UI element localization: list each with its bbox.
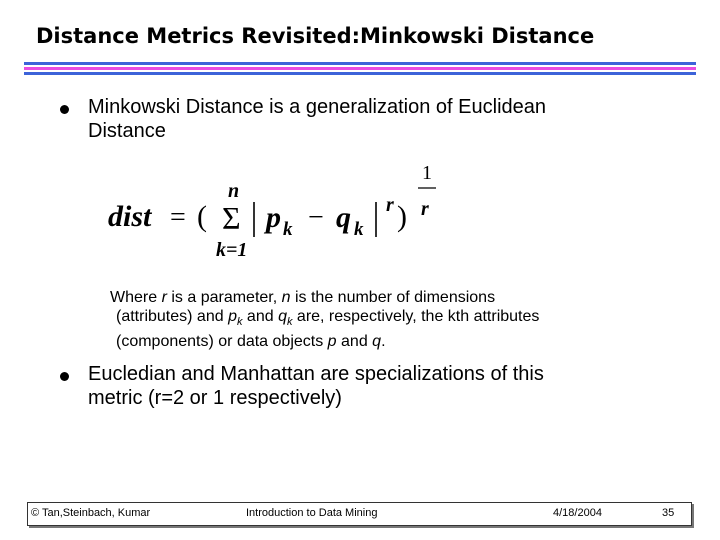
slide-title: Distance Metrics Revisited:Minkowski Distance	[36, 24, 595, 48]
where-line-2	[110, 307, 539, 332]
formula-p-sub: k	[283, 219, 293, 240]
where-var-n: n	[281, 289, 291, 306]
formula-p: p	[266, 201, 281, 234]
formula-sum-top: n	[228, 180, 240, 202]
where-text: and	[336, 333, 373, 351]
formula-q: q	[336, 201, 351, 234]
formula-exp-den: r	[421, 198, 429, 220]
bullet-2-line2: metric (r=2 or 1 respectively)	[88, 387, 342, 409]
where-line-1	[110, 288, 539, 307]
where-text: Where	[110, 289, 162, 306]
formula-dist: dist	[108, 200, 152, 233]
minkowski-formula	[100, 155, 450, 270]
where-text: and	[242, 308, 279, 325]
title-rule-blue-2	[24, 72, 696, 75]
where-var-r: r	[161, 289, 167, 306]
where-var-p: p	[327, 333, 337, 351]
bullet-dot-1	[60, 105, 69, 114]
bullet-1-line1: Minkowski Distance is a generalization of Euclidean	[88, 96, 547, 118]
where-var-q: q	[278, 308, 287, 325]
where-paragraph	[110, 288, 539, 351]
formula-sum-sign: Σ	[222, 200, 241, 236]
formula-equals: =	[170, 202, 186, 233]
bullet-1	[88, 95, 546, 143]
where-text: are, respectively, the kth attributes	[292, 308, 540, 325]
where-sub-k: k	[236, 316, 243, 329]
footer-course: Introduction to Data Mining	[246, 507, 378, 519]
formula-minus: −	[308, 202, 324, 233]
bullet-1-line2: Distance	[88, 120, 166, 142]
bullet-2	[88, 362, 544, 410]
formula-q-sub: k	[354, 219, 364, 240]
where-text: (components) or data objects	[116, 333, 328, 351]
where-var-p: p	[228, 308, 237, 325]
footer-date: 4/18/2004	[553, 507, 602, 519]
where-var-q: q	[372, 333, 382, 351]
where-line-3	[110, 332, 539, 351]
where-sub-k: k	[286, 316, 293, 329]
formula-exp-r: r	[386, 194, 394, 216]
formula-sum-bottom: k=1	[216, 239, 248, 261]
where-text: is a parameter,	[166, 289, 282, 306]
bullet-2-line1: Eucledian and Manhattan are specializations of this	[88, 363, 544, 385]
title-rule-pink	[24, 67, 696, 70]
formula-exp-num: 1	[422, 162, 432, 184]
where-text: is the number of dimensions	[290, 289, 496, 306]
footer-copyright: © Tan,Steinbach, Kumar	[31, 507, 151, 519]
bullet-dot-2	[60, 372, 69, 381]
title-rule-blue	[24, 62, 696, 65]
footer-page-number: 35	[662, 507, 675, 519]
where-text: (attributes) and	[116, 308, 229, 325]
where-text: .	[381, 333, 386, 351]
formula-rparen: )	[397, 200, 407, 233]
formula-lparen: (	[197, 200, 207, 233]
